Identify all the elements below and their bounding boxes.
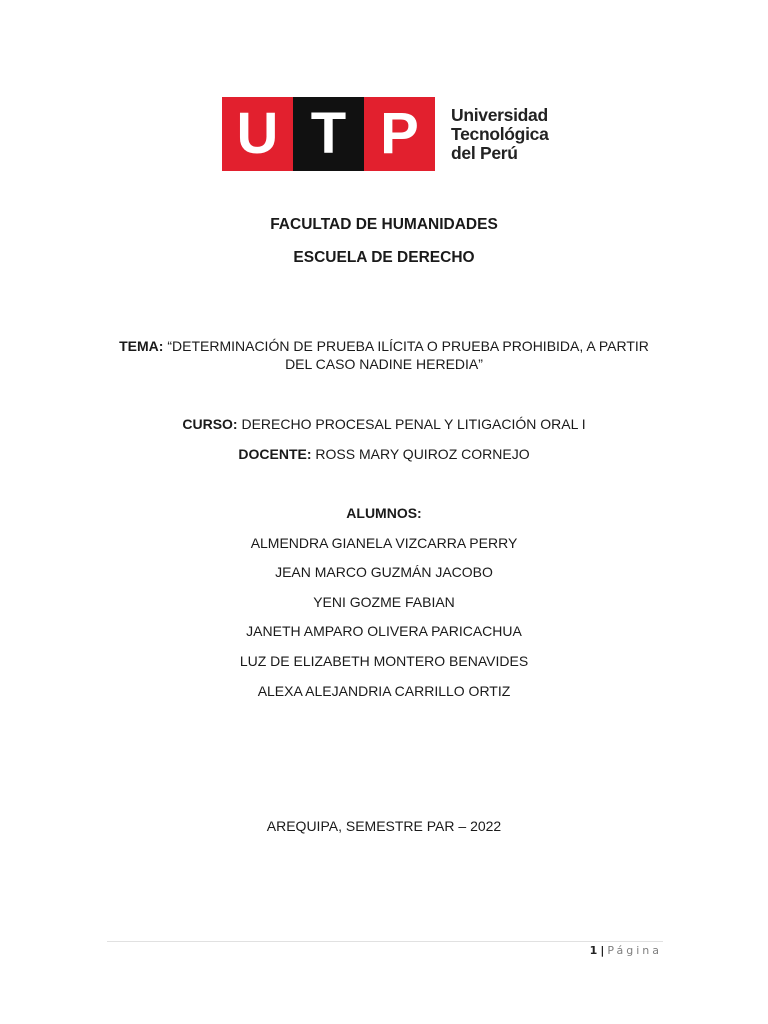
logo-university-name <box>451 106 549 163</box>
logo-letter-p: P <box>364 97 435 171</box>
page-footer <box>590 944 662 957</box>
faculty-heading: FACULTAD DE HUMANIDADES <box>270 216 498 233</box>
curso-line <box>0 415 768 433</box>
tema-value: “DETERMINACIÓN DE PRUEBA ILÍCITA O PRUEBA PROHIBIDA, A PARTIR DEL CASO NADINE HEREDIA” <box>167 338 649 372</box>
school-heading: ESCUELA DE DERECHO <box>293 249 475 266</box>
tema-line <box>110 337 658 373</box>
alumnos-label: ALUMNOS: <box>346 505 422 521</box>
docente-label: DOCENTE: <box>238 446 312 462</box>
docente-value: ROSS MARY QUIROZ CORNEJO <box>315 446 530 462</box>
student-name: LUZ DE ELIZABETH MONTERO BENAVIDES <box>239 653 529 669</box>
docente-line <box>0 445 768 463</box>
student-name: ALMENDRA GIANELA VIZCARRA PERRY <box>250 535 518 551</box>
logo-name-line-1: Universidad <box>451 104 548 125</box>
logo-name-line-2: Tecnológica <box>451 123 549 144</box>
curso-value: DERECHO PROCESAL PENAL Y LITIGACIÓN ORAL I <box>241 416 586 432</box>
curso-label: CURSO: <box>182 416 238 432</box>
student-name: JANETH AMPARO OLIVERA PARICACHUA <box>246 623 522 639</box>
utp-logo <box>222 97 549 171</box>
logo-name-line-3: del Perú <box>451 142 518 163</box>
page-separator: | <box>600 944 605 957</box>
student-name: YENI GOZME FABIAN <box>313 594 455 610</box>
student-name: JEAN MARCO GUZMÁN JACOBO <box>275 564 493 580</box>
logo-letter-u: U <box>222 97 293 171</box>
logo-letter-t: T <box>293 97 364 171</box>
page-word: Página <box>607 944 662 957</box>
place-date: AREQUIPA, SEMESTRE PAR – 2022 <box>266 818 502 834</box>
student-name: ALEXA ALEJANDRIA CARRILLO ORTIZ <box>257 683 511 699</box>
logo-letter-blocks <box>222 97 435 171</box>
footer-divider <box>107 941 663 942</box>
tema-label: TEMA: <box>119 338 164 354</box>
page-number: 1 <box>589 944 598 957</box>
